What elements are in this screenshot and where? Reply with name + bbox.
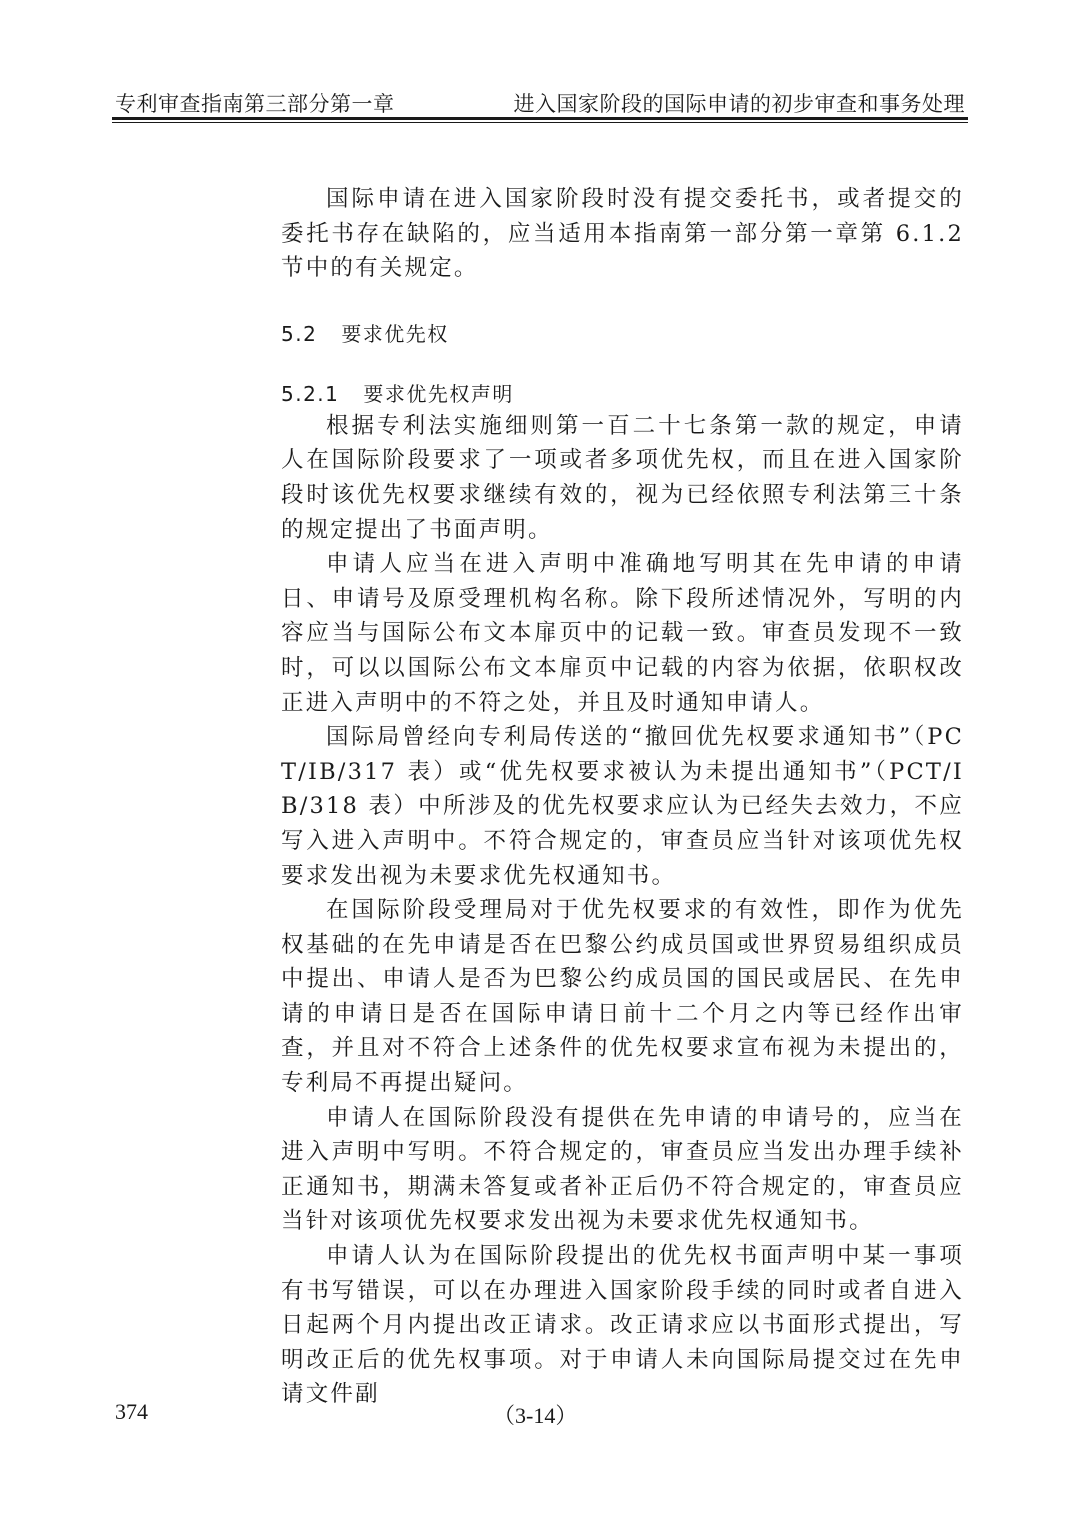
body-paragraph: 在国际阶段受理局对于优先权要求的有效性，即作为优先权基础的在先申请是否在巴黎公约成员国或世界贸易组织成员中提出、申请人是否为巴黎公约成员国的国民或居民、在先申请的申请日是否在国际申请日前十二个月之内等已经作出审查，并且对不符合上述条件的优先权要求宣布视为未提出的，专利局不再提出疑问。 — [281, 897, 964, 1097]
header-section-title: 进入国家阶段的国际申请的初步审查和事务处理 — [513, 92, 965, 116]
intro-paragraph: 国际申请在进入国家阶段时没有提交委托书，或者提交的委托书存在缺陷的，应当适用本指南第一部分第一章第 6.1.2 节中的有关规定。 — [281, 186, 964, 282]
section-heading-5-2 — [281, 319, 964, 349]
header-rule-thin — [112, 122, 968, 123]
section-heading-5-2-1 — [281, 379, 964, 409]
section-page-number: （3-14） — [493, 1403, 578, 1428]
body-paragraph: 申请人应当在进入声明中准确地写明其在先申请的申请日、申请号及原受理机构名称。除下段所述情况外，写明的内容应当与国际公布文本扉页中的记载一致。审查员发现不一致时，可以以国际公布文本扉页中记载的内容为依据，依职权改正进入声明中的不符之处，并且及时通知申请人。 — [281, 551, 964, 716]
section-number: 5.2 — [281, 321, 318, 346]
header-chapter-title: 专利审查指南第三部分第一章 — [115, 92, 395, 116]
body-paragraph: 申请人认为在国际阶段提出的优先权书面声明中某一事项有书写错误，可以在办理进入国家阶段手续的同时或者自进入日起两个月内提出改正请求。改正请求应以书面形式提出，写明改正后的优先权事项。对于申请人未向国际局提交过在先申请文件副 — [281, 1243, 964, 1408]
section-title: 要求优先权 — [341, 321, 449, 346]
body-paragraph: 国际局曾经向专利局传送的“撤回优先权要求通知书”（PCT/IB/317 表）或“优先权要求被认为未提出通知书”（PCT/IB/318 表）中所涉及的优先权要求应认为已经失去效力，不应写入进入声明中。不符合规定的，审查员应当针对该项优先权要求发出视为未要求优先权通知书。 — [281, 724, 964, 889]
page-header — [115, 88, 965, 118]
header-rule — [112, 117, 968, 120]
body-paragraph: 申请人在国际阶段没有提供在先申请的申请号的，应当在进入声明中写明。不符合规定的，审查员应当发出办理手续补正通知书，期满未答复或者补正后仍不符合规定的，审查员应当针对该项优先权要求发出视为未要求优先权通知书。 — [281, 1104, 964, 1235]
subsection-number: 5.2.1 — [281, 381, 340, 406]
page-body — [281, 182, 964, 1412]
body-paragraph: 根据专利法实施细则第一百二十七条第一款的规定，申请人在国际阶段要求了一项或者多项优先权，而且在进入国家阶段时该优先权要求继续有效的，视为已经依照专利法第三十条的规定提出了书面声明。 — [281, 412, 964, 543]
page-number: 374 — [115, 1399, 148, 1424]
subsection-title: 要求优先权声明 — [363, 381, 514, 406]
